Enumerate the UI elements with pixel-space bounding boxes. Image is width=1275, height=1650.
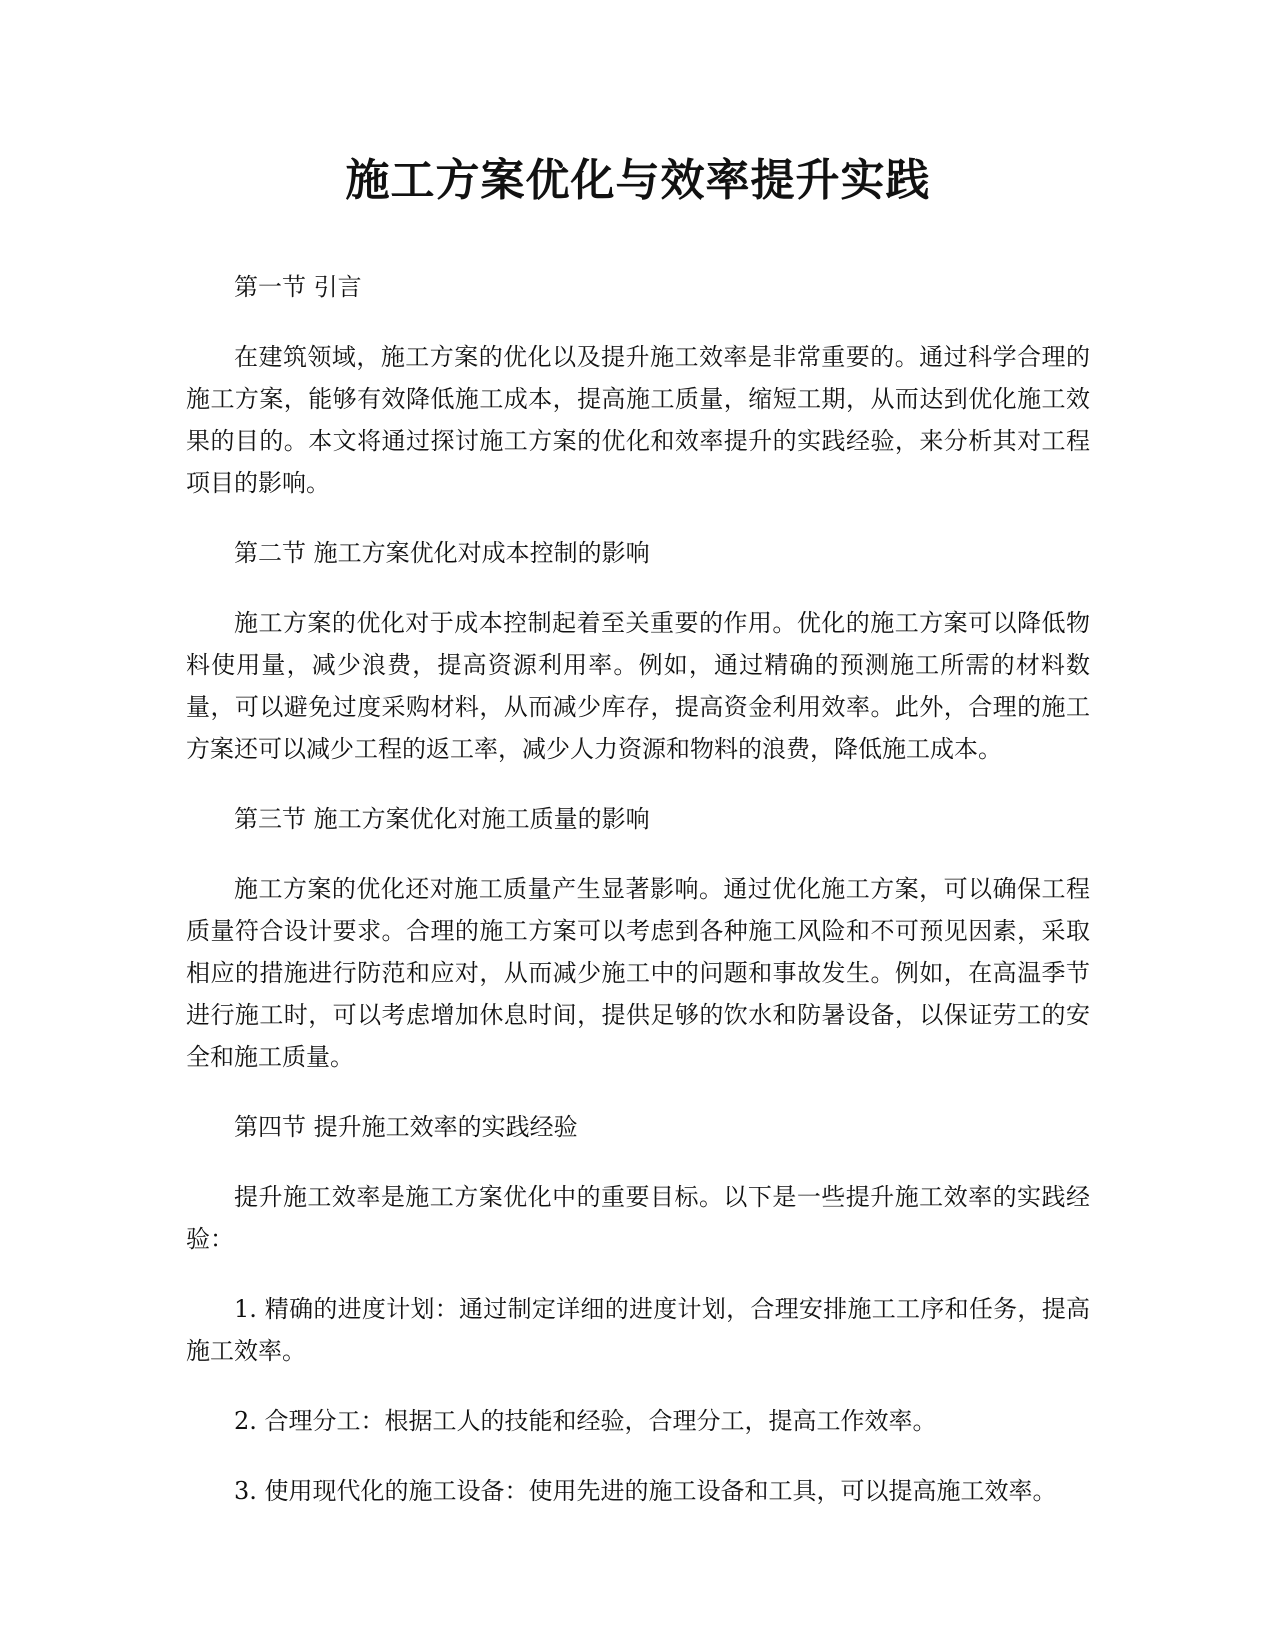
paragraph: 施工方案的优化对于成本控制起着至关重要的作用。优化的施工方案可以降低物料使用量，减少浪费，提高资源利用率。例如，通过精确的预测施工所需的材料数量，可以避免过度采购材料，从而减少库存，提高资金利用效率。此外，合理的施工方案还可以减少工程的返工率，减少人力资源和物料的浪费，降低施工成本。 [186, 609, 1090, 763]
paragraph: 在建筑领域，施工方案的优化以及提升施工效率是非常重要的。通过科学合理的施工方案，能够有效降低施工成本，提高施工质量，缩短工期，从而达到优化施工效果的目的。本文将通过探讨施工方案的优化和效率提升的实践经验，来分析其对工程项目的影响。 [186, 343, 1090, 497]
paragraph: 提升施工效率是施工方案优化中的重要目标。以下是一些提升施工效率的实践经验： [186, 1183, 1090, 1253]
section-heading: 第二节 施工方案优化对成本控制的影响 [234, 539, 650, 567]
section-introduction [186, 266, 1090, 504]
section-heading: 第三节 施工方案优化对施工质量的影响 [234, 805, 650, 833]
list-item: 2. 合理分工：根据工人的技能和经验，合理分工，提高工作效率。 [234, 1407, 937, 1435]
document-page [186, 150, 1090, 1540]
section-construction-quality [186, 798, 1090, 1078]
list-item: 1. 精确的进度计划：通过制定详细的进度计划，合理安排施工工序和任务，提高施工效率。 [186, 1295, 1090, 1365]
document-title: 施工方案优化与效率提升实践 [345, 155, 931, 206]
section-cost-control [186, 532, 1090, 770]
section-efficiency-practice [186, 1106, 1090, 1512]
section-heading: 第一节 引言 [234, 273, 362, 301]
paragraph: 施工方案的优化还对施工质量产生显著影响。通过优化施工方案，可以确保工程质量符合设计要求。合理的施工方案可以考虑到各种施工风险和不可预见因素，采取相应的措施进行防范和应对，从而减少施工中的问题和事故发生。例如，在高温季节进行施工时，可以考虑增加休息时间，提供足够的饮水和防暑设备，以保证劳工的安全和施工质量。 [186, 875, 1090, 1071]
section-heading: 第四节 提升施工效率的实践经验 [234, 1113, 578, 1141]
list-item: 3. 使用现代化的施工设备：使用先进的施工设备和工具，可以提高施工效率。 [234, 1477, 1057, 1505]
